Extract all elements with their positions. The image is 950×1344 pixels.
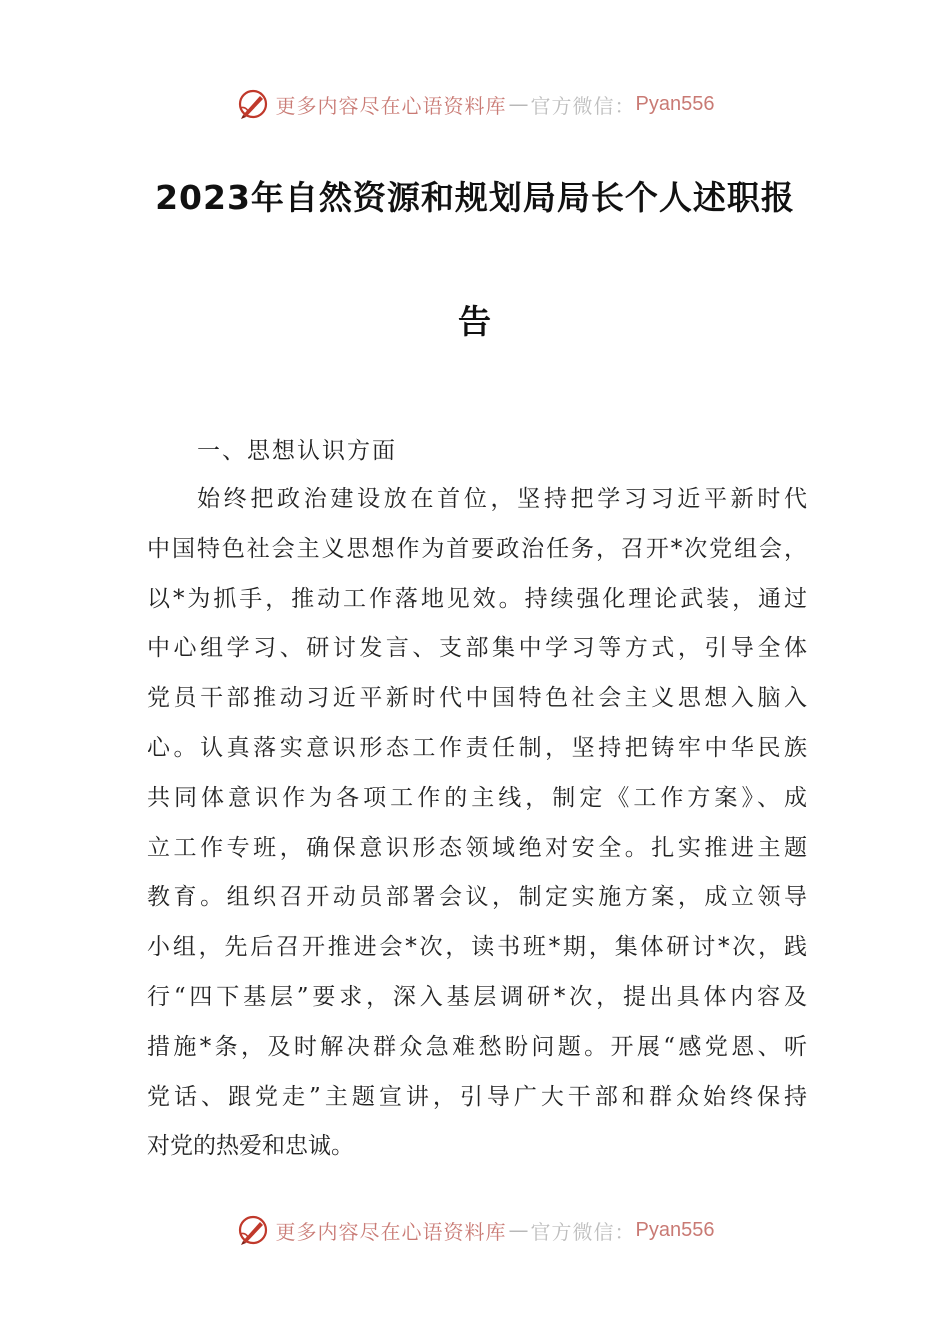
watermark-footer [0,1210,950,1250]
paragraph-line: 中国特色社会主义思想作为首要政治任务，召开*次党组会， [147,535,807,562]
paragraph-line: 始终把政治建设放在首位，坚持把学习习近平新时代 [197,486,807,512]
paragraph-line: 以*为抓手，推动工作落地见效。持续强化理论武装，通过 [147,585,807,612]
paragraph-line: 对党的热爱和忠诚。 [147,1133,354,1160]
paragraph-line: 共同体意识作为各项工作的主线，制定《工作方案》、成 [147,784,807,811]
paragraph-line: 党话、跟党走”主题宣讲，引导广大干部和群众始终保持 [147,1083,807,1110]
watermark-header [0,84,950,124]
paragraph-line: 教育。组织召开动员部署会议，制定实施方案，成立领导 [147,884,807,911]
document-title-line-2: 告 [458,302,492,341]
paragraph-line: 党员干部推动习近平新时代中国特色社会主义思想入脑入 [147,685,807,712]
paragraph-line: 小组，先后召开推进会*次，读书班*期，集体研讨*次，践 [147,934,807,961]
watermark-contact-label: 官方微信： [530,93,636,118]
watermark-brand: 更多内容尽在心语资料库 [275,1219,507,1244]
pen-logo-icon [236,1213,270,1247]
watermark-contact-label: 官方微信： [530,1219,636,1244]
watermark-contact-id: Pyan556 [635,1218,715,1241]
watermark-contact-id: Pyan556 [635,92,715,115]
watermark-separator: — [508,1218,529,1242]
paragraph-line: 心。认真落实意识形态工作责任制，坚持把铸牢中华民族 [147,734,807,761]
paragraph-line: 行“四下基层”要求，深入基层调研*次，提出具体内容及 [147,983,807,1010]
paragraph-line: 立工作专班，确保意识形态领域绝对安全。扎实推进主题 [147,834,807,861]
pen-logo-icon [236,87,270,121]
watermark-separator: — [508,92,529,116]
body-paragraph [147,475,807,1172]
section-heading: 一、思想认识方面 [197,438,397,464]
watermark-brand: 更多内容尽在心语资料库 [275,93,507,118]
paragraph-line: 措施*条，及时解决群众急难愁盼问题。开展“感党恩、听 [147,1033,807,1060]
document-title-line-1: 2023年自然资源和规划局局长个人述职报 [155,178,795,217]
paragraph-line: 中心组学习、研讨发言、支部集中学习等方式，引导全体 [147,635,807,662]
